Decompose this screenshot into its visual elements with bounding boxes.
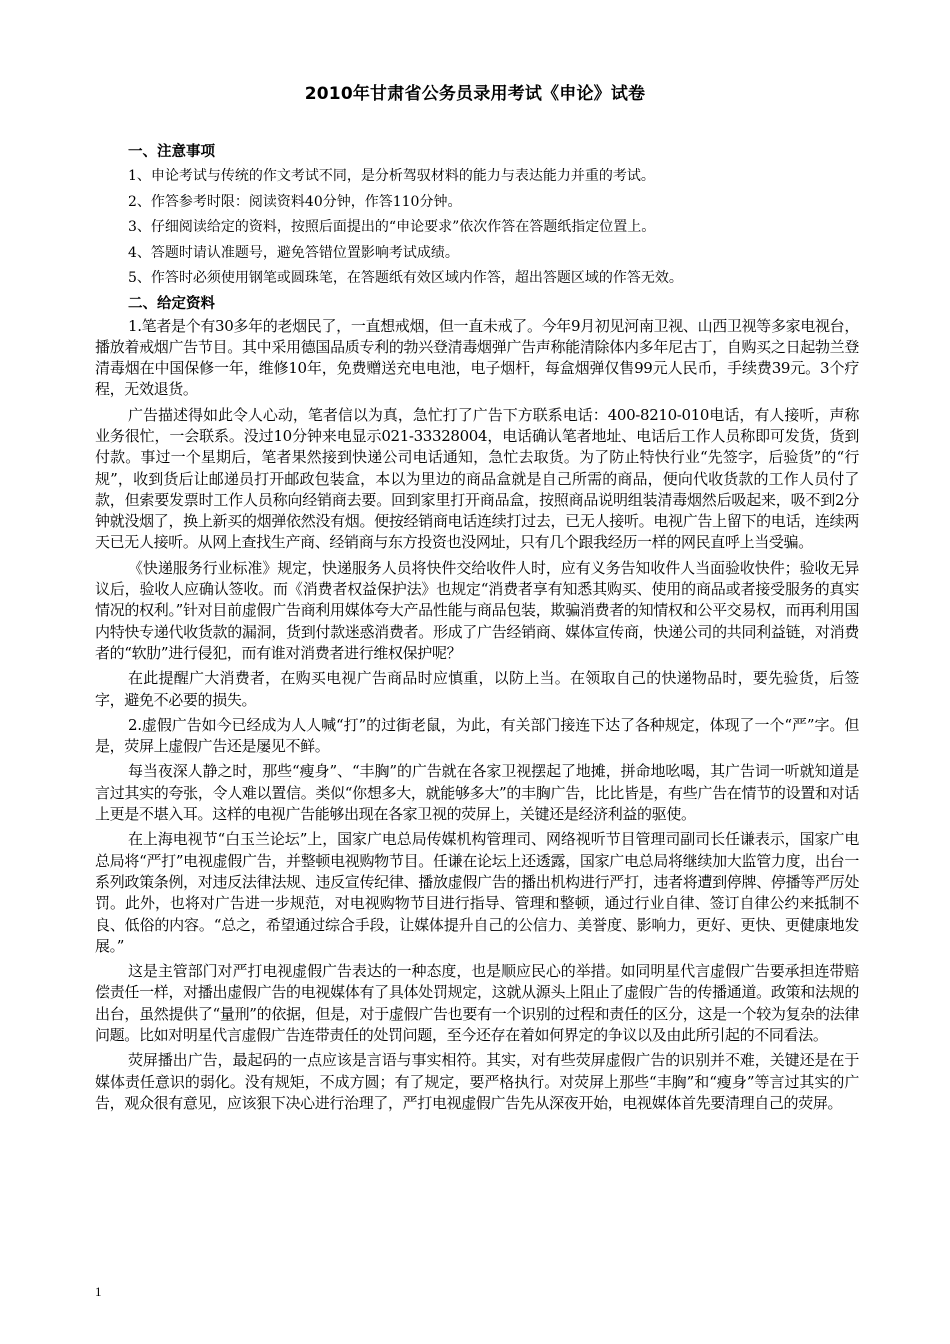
material-paragraph: 广告描述得如此令人心动，笔者信以为真，急忙打了广告下方联系电话：400-8210-010电话，有人接听，声称业务很忙，一会联系。没过10分钟来电显示021-33328004，电话确认笔者地址、电话后工作人员称即可发货，货到付款。事过一个星期后，笔者果然接到快递公司电话通知，急忙去取货。为了防止特快行业“先签字，后验货”的“行规”，收到货后让邮递员打开邮政包装盒，本以为里边的商品盒就是自己所需的商品，便向代收货款的工作人员付了款，但索要发票时工作人员称向经销商去要。回到家里打开商品盒，按照商品说明组装清毒烟然后吸起来，吸不到2分钟就没烟了，换上新买的烟弹依然没有烟。便按经销商电话连续打过去，已无人接听。电视广告上留下的电话，连续两天已无人接听。从网上查找生产商、经销商与东方投资也没网址，只有几个跟我经历一样的网民直呼上当受骗。 — [95, 405, 859, 552]
note-item: 2、作答参考时限：阅读资料40分钟，作答110分钟。 — [128, 193, 462, 210]
note-item: 1、申论考试与传统的作文考试不同，是分析驾驭材料的能力与表达能力并重的考试。 — [128, 168, 655, 184]
page-number: 1 — [95, 1284, 102, 1299]
material-paragraph: 这是主管部门对严打电视虚假广告表达的一种态度，也是顺应民心的举措。如同明星代言虚假广告要承担连带赔偿责任一样，对播出虚假广告的电视媒体有了具体处罚规定，这就从源头上阻止了虚假广告的传播通道。政策和法规的出台，虽然提供了“量刑”的依据，但是，对于虚假广告也要有一个识别的过程和责任的区分，这是一个较为复杂的法律问题。比如对明星代言虚假广告连带责任的处罚问题，至今还存在着如何界定的争议以及由此所引起的不同看法。 — [95, 962, 859, 1044]
material-paragraph: 每当夜深人静之时，那些“瘦身”、“丰胸”的广告就在各家卫视摆起了地摊，拼命地吆喝，其广告词一听就知道是言过其实的夸张，令人难以置信。类似“你想多大，就能够多大”的丰胸广告，比比皆是，有些广告在情节的设置和对话上更是不堪入耳。这样的电视广告能够出现在各家卫视的荧屏上，关键还是经济利益的驱使。 — [95, 762, 859, 824]
material-paragraph: 在上海电视节“白玉兰论坛”上，国家广电总局传媒机构管理司、网络视听节目管理司副司长任谦表示，国家广电总局将“严打”电视虚假广告，并整顿电视购物节目。任谦在论坛上还透露，国家广电总局将继续加大监管力度，出台一系列政策条例，对违反法律法规、违反宣传纪律、播放虚假广告的播出机构进行严打，违者将遭到停牌、停播等严厉处罚。此外，也将对广告进一步规范，对电视购物节目进行指导、管理和整顿，通过行业自律、签订自律公约来抵制不良、低俗的内容。“总之，希望通过综合手段，让媒体提升自己的公信力、美誉度、影响力，更好、更快、更健康地发展。” — [95, 830, 859, 955]
note-item: 4、答题时请认准题号，避免答错位置影响考试成绩。 — [128, 244, 459, 261]
material-paragraph: 1.笔者是个有30多年的老烟民了，一直想戒烟，但一直未戒了。今年9月初见河南卫视、山西卫视等多家电视台，播放着戒烟广告节目。其中采用德国品质专利的勃兴登清毒烟弹广告声称能清除体内多年尼古丁，自购买之日起勃兰登清毒烟在中国保修一年，维修10年，免费赠送充电电池，电子烟杆，每盒烟弹仅售99元人民币，手续费39元。3个疗程，无效退货。 — [95, 316, 859, 399]
materials-heading: 二、给定资料 — [128, 295, 215, 312]
document-body — [95, 140, 859, 1118]
document-title: 2010年甘肃省公务员录用考试《申论》试卷 — [304, 84, 646, 104]
material-paragraph: 2.虚假广告如今已经成为人人喊“打”的过街老鼠，为此，有关部门接连下达了各种规定，体现了一个“严”字。但是，荧屏上虚假广告还是屡见不鲜。 — [95, 715, 859, 756]
material-paragraph: 在此提醒广大消费者，在购买电视广告商品时应慎重，以防上当。在领取自己的快递物品时，要先验货，后签字，避免不必要的损失。 — [95, 669, 859, 709]
note-item: 5、作答时必须使用钢笔或圆珠笔，在答题纸有效区域内作答，超出答题区域的作答无效。 — [128, 270, 683, 286]
material-paragraph: 《快递服务行业标准》规定，快递服务人员将快件交给收件人时，应有义务告知收件人当面验收快件；验收无异议后，验收人应确认签收。而《消费者权益保护法》也规定“消费者享有知悉其购买、使用的商品或者接受服务的真实情况的权利。”针对目前虚假广告商利用媒体夸大产品性能与商品包装，欺骗消费者的知情权和公平交易权，而再利用国内特快专递代收货款的漏洞，货到付款迷惑消费者。形成了广告经销商、媒体宣传商，快递公司的共同利益链，对消费者的“软肋”进行侵犯，而有谁对消费者进行维权保护呢？ — [95, 558, 859, 662]
notes-heading: 一、注意事项 — [128, 144, 215, 160]
material-paragraph: 荧屏播出广告，最起码的一点应该是言语与事实相符。其实，对有些荧屏虚假广告的识别并不难，关键还是在于媒体责任意识的弱化。没有规矩，不成方圆；有了规定，要严格执行。对荧屏上那些“丰胸”和“瘦身”等言过其实的广告，观众很有意见，应该狠下决心进行治理了，严打电视虚假广告先从深夜开始，电视媒体首先要清理自己的荧屏。 — [95, 1051, 859, 1112]
note-item: 3、仔细阅读给定的资料，按照后面提出的“申论要求”依次作答在答题纸指定位置上。 — [128, 219, 656, 235]
